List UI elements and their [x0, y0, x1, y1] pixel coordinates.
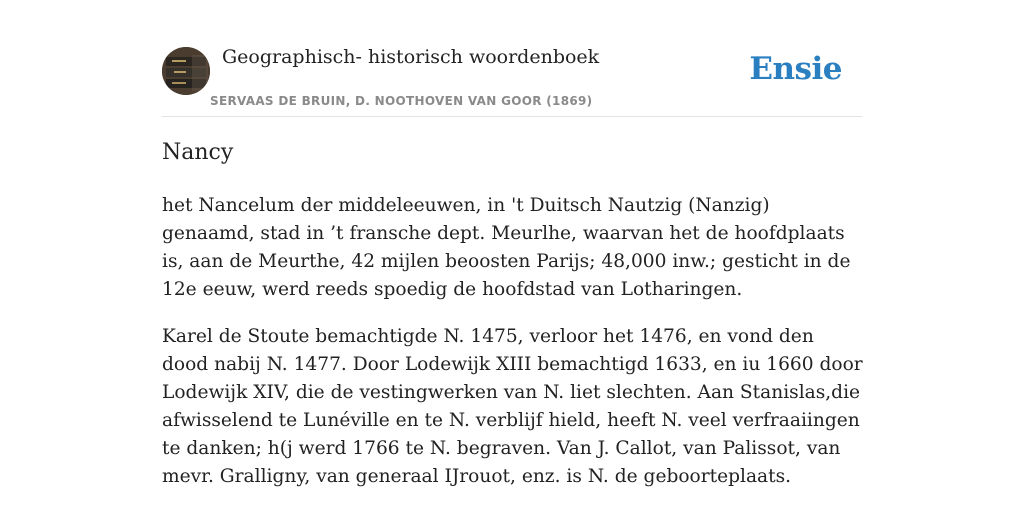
entry-body [162, 192, 864, 510]
book-cover-image [162, 47, 210, 95]
book-header [162, 40, 862, 117]
book-author: SERVAAS DE BRUIN, D. NOOTHOVEN VAN GOOR (1869) [210, 94, 593, 108]
ensie-logo[interactable]: Ensie [749, 51, 842, 87]
entry-title: Nancy [162, 140, 234, 165]
entry-paragraph: Karel de Stoute bemachtigde N. 1475, verloor het 1476, en vond den dood nabij N. 1477. Door Lodewijk XIII bemachtigd 1633, en iu 1660 door Lodewijk XIV, die de vestingwerken van N. liet slechten. Aan Stanislas,die afwisselend te Lunéville en te N. verblijf hield, heeft N. veel verfraaiingen te danken; h(j werd 1766 te N. begraven. Van J. Callot, van Palissot, van mevr. Gralligny, van generaal IJrouot, enz. is N. de geboorteplaats. [162, 326, 863, 487]
book-cover-icon[interactable] [162, 47, 210, 95]
book-title[interactable]: Geographisch- historisch woordenboek [222, 46, 600, 68]
entry-paragraph: het Nancelum der middeleeuwen, in 't Duitsch Nautzig (Nanzig) genaamd, stad in ’t fransche dept. Meurlhe, waarvan het de hoofdplaats is, aan de Meurthe, 42 mijlen beoosten Parijs; 48,000 inw.; gesticht in de 12e eeuw, werd reeds spoedig de hoofdstad van Lotharingen. [162, 195, 851, 300]
